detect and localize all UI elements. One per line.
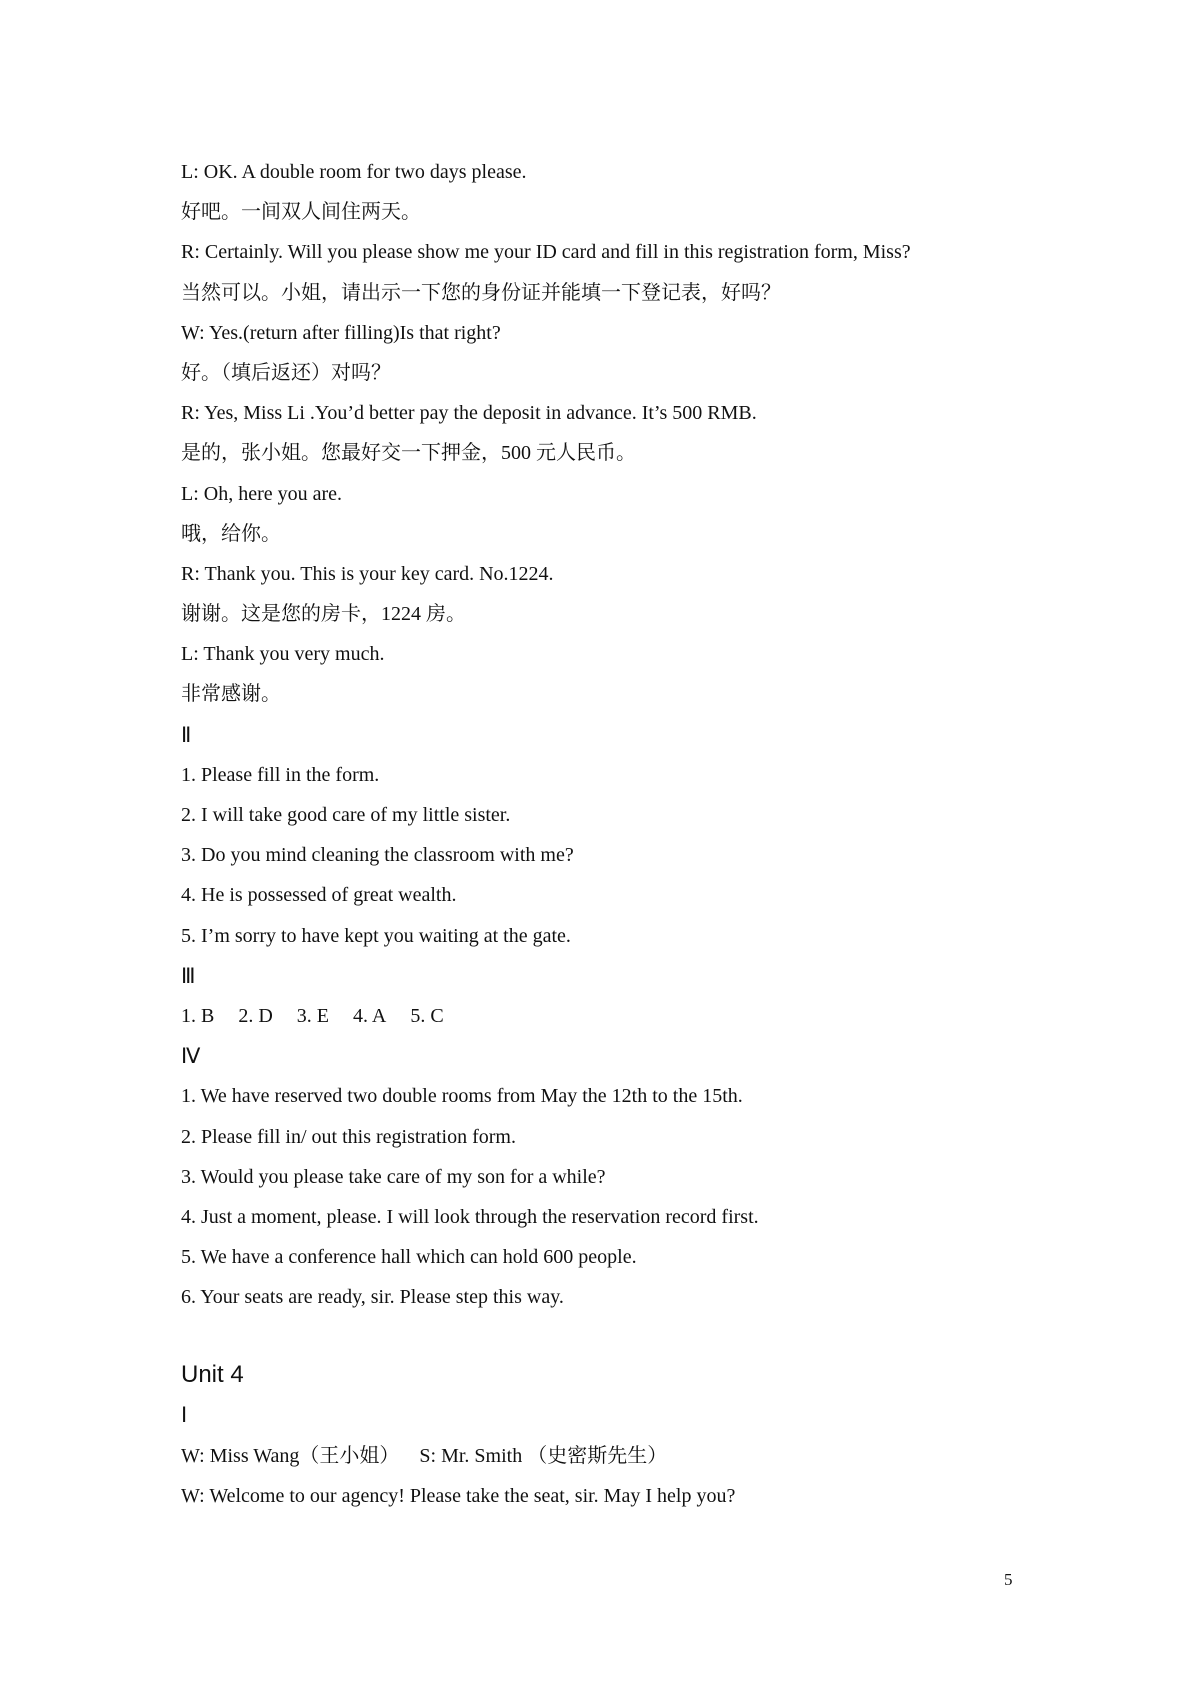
section-gap bbox=[181, 1317, 1061, 1353]
dialogue-translation: 当然可以。小姐，请出示一下您的身份证并能填一下登记表，好吗？ bbox=[181, 281, 781, 304]
dialogue-translation: 哦，给你。 bbox=[181, 522, 281, 545]
answer-item: 4. A bbox=[353, 1004, 387, 1027]
dialogue-line: R: Yes, Miss Li .You’d better pay the deposit in advance. It’s 500 RMB. bbox=[181, 402, 757, 425]
answer-item: 3. E bbox=[296, 1004, 330, 1027]
dialogue-translation: 谢谢。这是您的房卡，1224 房。 bbox=[181, 603, 466, 626]
section-ii-heading: Ⅱ bbox=[181, 722, 192, 747]
dialogue-line: W: Miss Wang（王小姐） S: Mr. Smith （史密斯先生） bbox=[181, 1444, 668, 1467]
answer-item: 5. C bbox=[410, 1004, 444, 1027]
unit-title: Unit 4 bbox=[181, 1361, 244, 1389]
page-number: 5 bbox=[1004, 1570, 1013, 1589]
section-iii-answers bbox=[181, 996, 1061, 1036]
dialogue-translation: 是的，张小姐。您最好交一下押金，500 元人民币。 bbox=[181, 442, 636, 465]
unit-4-section-heading: Ⅰ bbox=[181, 1403, 188, 1428]
dialogue-translation: 好吧。一间双人间住两天。 bbox=[181, 201, 421, 224]
section-iii-heading: Ⅲ bbox=[181, 963, 196, 988]
dialogue-translation: 非常感谢。 bbox=[181, 683, 281, 706]
dialogue-line: L: Thank you very much. bbox=[181, 643, 385, 666]
section-ii-item: 1. Please fill in the form. bbox=[181, 763, 380, 786]
section-ii-item: 4. He is possessed of great wealth. bbox=[181, 884, 457, 907]
answer-item: 1. B bbox=[181, 1004, 215, 1027]
dialogue-line: R: Thank you. This is your key card. No.1224. bbox=[181, 562, 554, 585]
dialogue-line: L: OK. A double room for two days please. bbox=[181, 161, 527, 183]
section-ii-item: 3. Do you mind cleaning the classroom with me? bbox=[181, 844, 574, 867]
section-iv-item: 6. Your seats are ready, sir. Please step this way. bbox=[181, 1286, 564, 1309]
dialogue-translation: 好。（填后返还）对吗？ bbox=[181, 361, 391, 384]
dialogue-line: W: Yes.(return after filling)Is that right? bbox=[181, 321, 501, 344]
dialogue-line: R: Certainly. Will you please show me your ID card and fill in this registration form, Miss? bbox=[181, 241, 911, 264]
section-iv-item: 1. We have reserved two double rooms from May the 12th to the 15th. bbox=[181, 1085, 743, 1108]
dialogue-line: W: Welcome to our agency! Please take the seat, sir. May I help you? bbox=[181, 1484, 736, 1507]
section-ii bbox=[181, 715, 1061, 956]
answer-item: 2. D bbox=[238, 1004, 273, 1027]
section-ii-item: 2. I will take good care of my little sister. bbox=[181, 804, 511, 826]
dialogue-line: L: Oh, here you are. bbox=[181, 482, 343, 505]
page-content bbox=[181, 152, 1061, 1516]
unit-4-section bbox=[181, 1355, 1061, 1516]
section-iv-item: 3. Would you please take care of my son for a while? bbox=[181, 1165, 606, 1188]
section-iv bbox=[181, 1036, 1061, 1317]
section-iv-item: 5. We have a conference hall which can hold 600 people. bbox=[181, 1246, 637, 1269]
section-iv-item: 2. Please fill in/ out this registration form. bbox=[181, 1125, 516, 1148]
section-iii bbox=[181, 956, 1061, 1036]
section-iv-item: 4. Just a moment, please. I will look through the reservation record first. bbox=[181, 1205, 759, 1228]
section-ii-item: 5. I’m sorry to have kept you waiting at the gate. bbox=[181, 924, 571, 947]
section-iv-heading: Ⅳ bbox=[181, 1044, 201, 1069]
dialogue-block bbox=[181, 152, 1061, 715]
